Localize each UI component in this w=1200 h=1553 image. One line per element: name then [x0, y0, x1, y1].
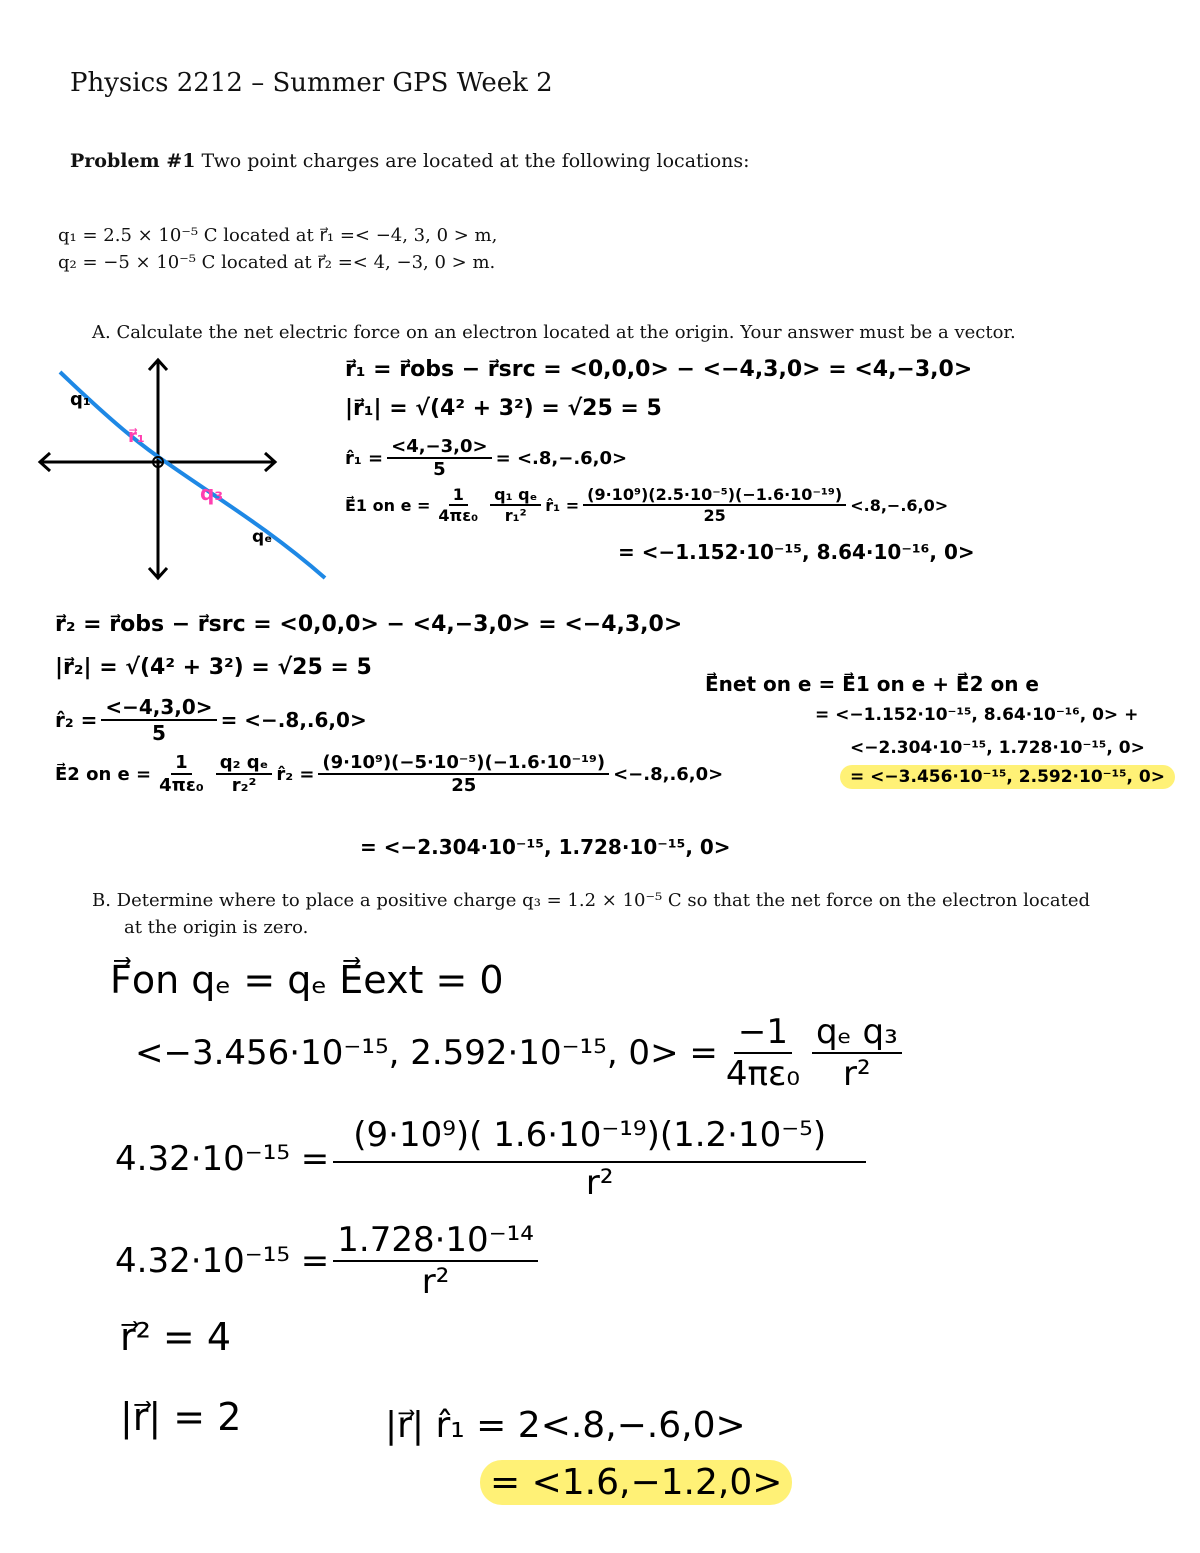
e2-frac1: [155, 752, 208, 796]
e2-frac3-den: 25: [451, 775, 477, 796]
b-line2-frac1-num: −1: [734, 1012, 792, 1054]
e1-frac1-den: 4πε₀: [438, 506, 479, 525]
r1-hat-rhs: = <.8,−.6,0>: [495, 447, 628, 469]
b-line3-frac: [333, 1115, 866, 1203]
part-b-prompt-line1: B. Determine where to place a positive charge q₃ = 1.2 × 10⁻⁵ C so that the net force on the electron located: [92, 890, 1090, 911]
label-q1: q₁: [70, 389, 91, 410]
e1-lhs: E⃗1 on e =: [345, 495, 431, 515]
b-line2-frac1: [722, 1012, 804, 1094]
final-answer: [480, 1462, 792, 1503]
e2-unit-vector: <−.8,.6,0>: [613, 763, 724, 785]
problem-text: Two point charges are located at the following locations:: [201, 150, 750, 172]
b-line2-frac2: [812, 1012, 902, 1094]
page-title: Physics 2212 – Summer GPS Week 2: [70, 68, 553, 98]
hand-b-line1: F⃗on qₑ = qₑ E⃗ext = 0: [110, 958, 504, 1002]
r1-hat-lhs: r̂₁ =: [345, 447, 384, 469]
r1-hat-den: 5: [433, 459, 446, 480]
e2-frac3: [318, 752, 609, 796]
e2-frac2: [216, 752, 273, 796]
net-field-answer: [840, 767, 1175, 787]
hand-enet-line2: = <−1.152·10⁻¹⁵, 8.64·10⁻¹⁶, 0> +: [815, 705, 1139, 725]
hand-e1-equation: [345, 485, 948, 525]
net-field-answer-highlight: = <−3.456·10⁻¹⁵, 2.592·10⁻¹⁵, 0>: [840, 765, 1175, 789]
r1-hat-fraction: [387, 436, 492, 480]
e1-hat: r̂₁ =: [545, 495, 580, 515]
b-line2-lhs: <−3.456·10⁻¹⁵, 2.592·10⁻¹⁵, 0> =: [135, 1033, 718, 1073]
charge-sketch: [30, 350, 340, 590]
charge-line: [60, 372, 325, 578]
b-line2-frac2-den: r²: [843, 1054, 871, 1094]
hand-b-line7: |r⃗| r̂₁ = 2<.8,−.6,0>: [385, 1405, 746, 1446]
b-line4-frac: [333, 1220, 538, 1302]
e2-frac3-num: (9·10⁹)(−5·10⁻⁵)(−1.6·10⁻¹⁹): [318, 752, 609, 775]
b-line4-den: r²: [421, 1262, 450, 1302]
e2-frac1-num: 1: [171, 752, 192, 775]
hand-r1-vector: r⃗₁ = r⃗obs − r⃗src = <0,0,0> − <−4,3,0> = <4,−3,0>: [345, 357, 973, 382]
charge-q2-line: q₂ = −5 × 10⁻⁵ C located at r⃗₂ =< 4, −3, 0 > m.: [58, 252, 496, 273]
part-a-prompt: A. Calculate the net electric force on an electron located at the origin. Your answer must be a vector.: [92, 322, 1016, 343]
hand-r1-hat: [345, 436, 627, 480]
hand-e1-result: = <−1.152·10⁻¹⁵, 8.64·10⁻¹⁶, 0>: [618, 540, 975, 564]
hand-b-line4: [115, 1220, 542, 1302]
e1-frac2: [490, 485, 541, 525]
b-line2-frac2-num: qₑ q₃: [812, 1012, 902, 1054]
hand-enet-line3: <−2.304·10⁻¹⁵, 1.728·10⁻¹⁵, 0>: [850, 738, 1145, 758]
part-b-prompt-line2: at the origin is zero.: [124, 917, 309, 938]
e1-frac2-num: q₁ qₑ: [490, 485, 541, 506]
b-line3-num: (9·10⁹)( 1.6·10⁻¹⁹)(1.2·10⁻⁵): [333, 1115, 866, 1163]
hand-r1-magnitude: |r⃗₁| = √(4² + 3²) = √25 = 5: [345, 396, 662, 421]
hand-b-line5: r⃗² = 4: [120, 1315, 232, 1359]
e1-frac2-den: r₁²: [504, 506, 527, 525]
hand-b-line6: |r⃗| = 2: [120, 1395, 242, 1439]
e2-frac2-num: q₂ qₑ: [216, 752, 273, 775]
b-line4-num: 1.728·10⁻¹⁴: [333, 1220, 538, 1262]
hand-r2-magnitude: |r⃗₂| = √(4² + 3²) = √25 = 5: [55, 655, 372, 680]
e1-unit-vector: <.8,−.6,0>: [850, 495, 949, 515]
r2-hat-den: 5: [151, 721, 166, 745]
problem-label: Problem #1: [70, 150, 196, 172]
r1-hat-num: <4,−3,0>: [387, 436, 492, 459]
e2-lhs: E⃗2 on e =: [55, 763, 152, 785]
b-line3-den: r²: [585, 1163, 614, 1203]
charge-q1-line: q₁ = 2.5 × 10⁻⁵ C located at r⃗₁ =< −4, 3, 0 > m,: [58, 225, 498, 246]
label-q3: q₃: [200, 481, 224, 505]
r2-hat-num: <−4,3,0>: [101, 695, 216, 721]
hand-e2-result: = <−2.304·10⁻¹⁵, 1.728·10⁻¹⁵, 0>: [360, 835, 731, 859]
b-line2-frac1-den: 4πε₀: [725, 1054, 800, 1094]
hand-e2-equation: [55, 752, 723, 796]
hand-b-line2: [135, 1012, 906, 1094]
label-r1: r⃗₁: [128, 426, 145, 447]
problem-statement: [70, 150, 750, 172]
r2-hat-rhs: = <−.8,.6,0>: [220, 708, 367, 732]
b-line3-lhs: 4.32·10⁻¹⁵ =: [115, 1139, 330, 1179]
hand-enet-line1: E⃗net on e = E⃗1 on e + E⃗2 on e: [705, 672, 1039, 696]
e1-frac3-den: 25: [703, 506, 726, 525]
hand-r2-hat: [55, 695, 367, 745]
b-line4-lhs: 4.32·10⁻¹⁵ =: [115, 1241, 330, 1281]
hand-r2-vector: r⃗₂ = r⃗obs − r⃗src = <0,0,0> − <4,−3,0> = <−4,3,0>: [55, 612, 683, 637]
e1-frac3: [583, 485, 846, 525]
e2-frac2-den: r₂²: [231, 775, 257, 796]
label-qe: qₑ: [252, 527, 273, 547]
final-answer-highlight: = <1.6,−1.2,0>: [480, 1460, 792, 1505]
e1-frac1: [434, 485, 482, 525]
r2-hat-lhs: r̂₂ =: [55, 708, 98, 732]
r2-hat-fraction: [101, 695, 216, 745]
e1-frac1-num: 1: [449, 485, 468, 506]
hand-b-line3: [115, 1115, 870, 1203]
e1-frac3-num: (9·10⁹)(2.5·10⁻⁵)(−1.6·10⁻¹⁹): [583, 485, 846, 506]
e2-frac1-den: 4πε₀: [159, 775, 204, 796]
e2-hat: r̂₂ =: [276, 763, 315, 785]
